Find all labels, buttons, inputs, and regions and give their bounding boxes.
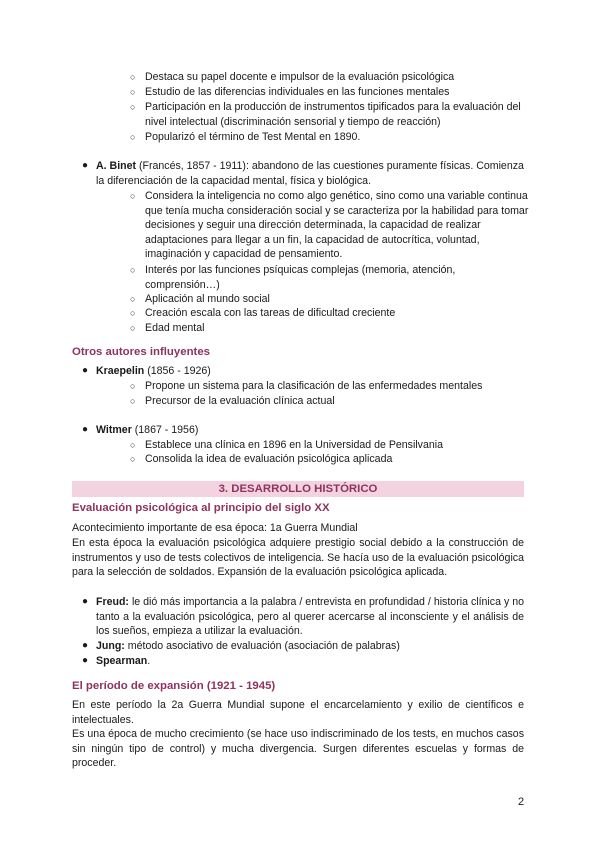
circle-bullet-icon: ○ — [130, 72, 136, 82]
list-item: ○ Precursor de la evaluación clínica actual — [130, 395, 335, 407]
disc-bullet-icon: ● — [82, 424, 89, 435]
circle-bullet-icon: ○ — [130, 323, 136, 333]
circle-bullet-icon: ○ — [130, 381, 136, 391]
list-item-freud: ● Freud: le dió más importancia a la palabra / entrevista en profundidad / historia clínica y no tanto a la evaluación psicológica, pero al querer acercarse al inconsciente y el análisis de los sueños, empieza a utilizar la evaluación. — [82, 596, 524, 638]
paragraph: En este período la 2a Guerra Mundial supone el encarcelamiento y exilio de científicos e intelectuales. — [72, 699, 524, 726]
list-item: ○ Edad mental — [130, 322, 205, 334]
paragraph: Es una época de mucho crecimiento (se hace uso indiscriminado de los tests, en muchos casos sin ningún tipo de control) y mucha divergencia. Surgen diferentes escuelas y formas de proceder. — [72, 728, 524, 770]
list-item: ○ Estudio de las diferencias individuales en las funciones mentales — [130, 86, 450, 98]
list-item: ○ Destaca su papel docente e impulsor de la evaluación psicológica — [130, 71, 455, 83]
list-item-binet: ● A. Binet (Francés, 1857 - 1911): abandono de las cuestiones puramente físicas. Comienza la diferenciación de la capacidad mental, física y biológica. — [82, 160, 524, 187]
list-item-kraepelin: ● Kraepelin (1856 - 1926) — [82, 365, 211, 377]
list-item: ○ Creación escala con las tareas de dificultad creciente — [130, 307, 396, 319]
event-line: Acontecimiento importante de esa época: 1a Guerra Mundial — [72, 522, 358, 534]
subsection-heading-expansion: El período de expansión (1921 - 1945) — [72, 680, 276, 692]
circle-bullet-icon: ○ — [130, 440, 136, 450]
list-item: ○ Consolida la idea de evaluación psicológica aplicada — [130, 453, 393, 465]
circle-bullet-icon: ○ — [130, 102, 136, 112]
disc-bullet-icon: ● — [82, 365, 89, 376]
list-item-jung: ● Jung: método asociativo de evaluación (asociación de palabras) — [82, 640, 400, 652]
section-title-band: 3. DESARROLLO HISTÓRICO — [72, 481, 524, 497]
list-item: ○ Interés por las funciones psíquicas complejas (memoria, atención, comprensión…) — [130, 264, 456, 291]
circle-bullet-icon: ○ — [130, 396, 136, 406]
list-item: ○ Considera la inteligencia no como algo genético, sino como una variable continua que tenía mucha consideración social y se caracteriza por la habilidad para tomar decisiones y seguir una dirección determinada, la capacidad de realizar adaptaciones para llegar a un fin, la capacidad de autocrítica, voluntad, imaginación y capacidad de pensamiento. — [130, 190, 529, 261]
list-item: ○ Participación en la producción de instrumentos tipificados para la evaluación del nivel intelectual (discriminación sensorial y tiempo de reacción) — [130, 101, 521, 128]
circle-bullet-icon: ○ — [130, 265, 136, 275]
section-heading-otros-autores: Otros autores influyentes — [72, 346, 210, 358]
disc-bullet-icon: ● — [82, 160, 89, 171]
circle-bullet-icon: ○ — [130, 191, 136, 201]
list-item: ○ Popularizó el término de Test Mental en 1890. — [130, 131, 361, 143]
subsection-heading-siglo-xx: Evaluación psicológica al principio del siglo XX — [72, 502, 330, 514]
list-item: ○ Establece una clínica en 1896 en la Universidad de Pensilvania — [130, 439, 443, 451]
list-item-witmer: ● Witmer (1867 - 1956) — [82, 424, 199, 436]
page-number: 2 — [518, 796, 525, 808]
circle-bullet-icon: ○ — [130, 454, 136, 464]
disc-bullet-icon: ● — [82, 640, 89, 651]
list-item: ○ Propone un sistema para la clasificación de las enfermedades mentales — [130, 380, 483, 392]
list-item-spearman: ● Spearman. — [82, 655, 151, 667]
paragraph: En esta época la evaluación psicológica adquiere prestigio social debido a la construcción de instrumentos y uso de tests colectivos de inteligencia. Se hacía uso de la evaluación psicológica para la selección de soldados. Expansión de la evaluación psicológica aplicada. — [72, 537, 524, 579]
circle-bullet-icon: ○ — [130, 308, 136, 318]
disc-bullet-icon: ● — [82, 596, 89, 607]
circle-bullet-icon: ○ — [130, 87, 136, 97]
list-item: ○ Aplicación al mundo social — [130, 293, 270, 305]
circle-bullet-icon: ○ — [130, 294, 136, 304]
circle-bullet-icon: ○ — [130, 132, 136, 142]
disc-bullet-icon: ● — [82, 655, 89, 666]
